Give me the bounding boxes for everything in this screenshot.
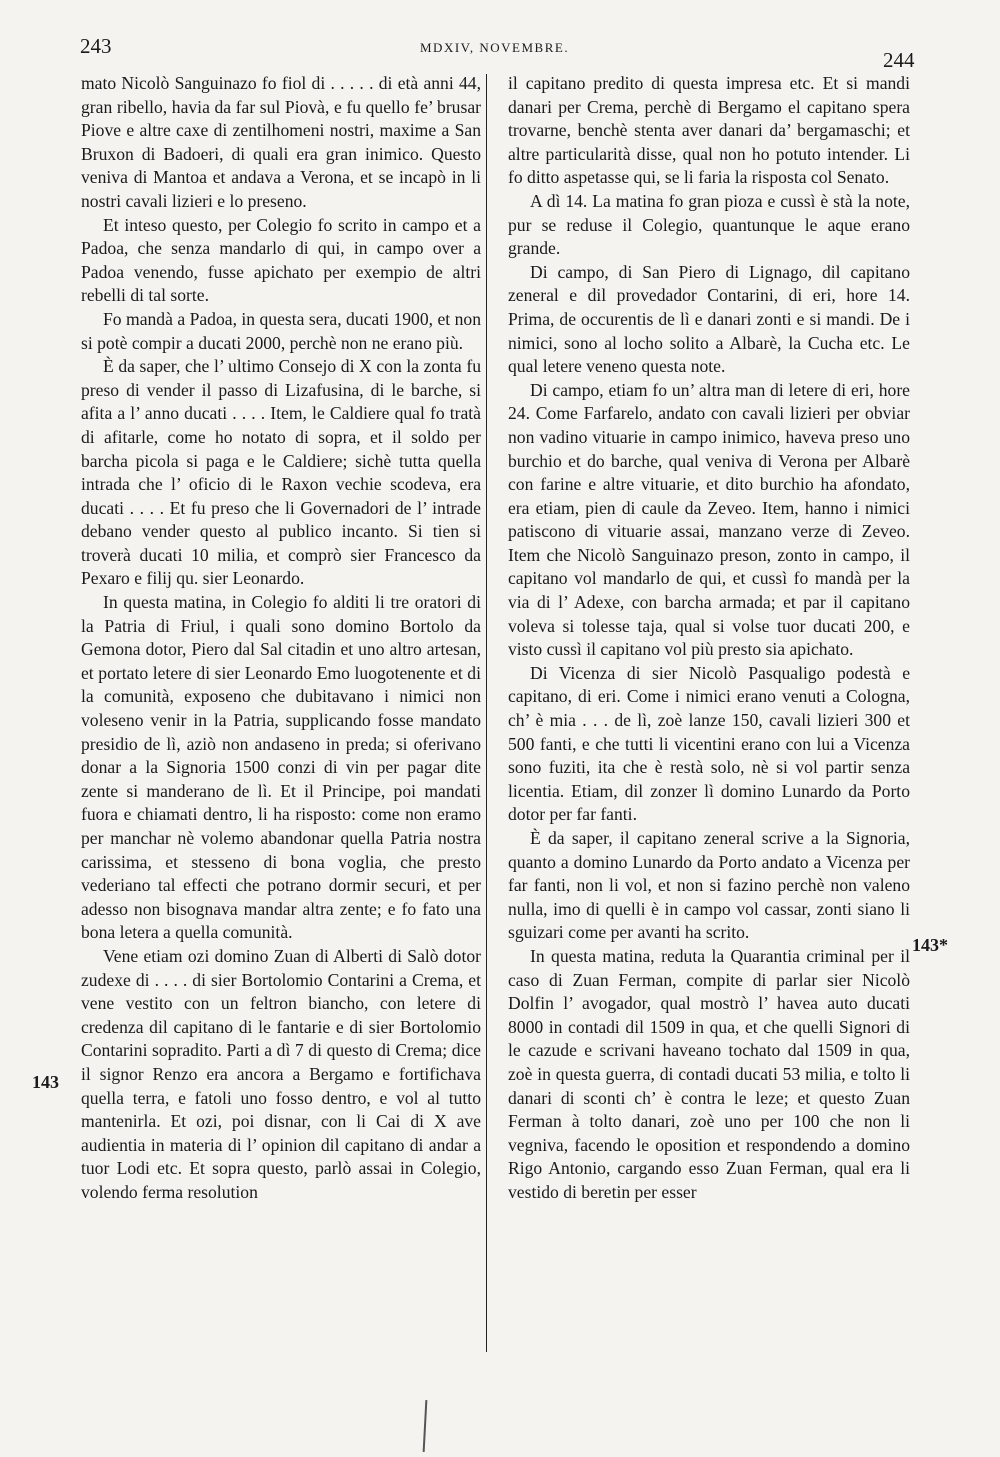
paragraph: A dì 14. La matina fo gran pioza e cussì è stà la note, pur se reduse il Colegio, quantunque le aque erano grande. — [508, 190, 910, 259]
left-column — [81, 72, 481, 1205]
column-divider — [486, 74, 487, 1352]
page-number-right: 244 — [883, 48, 915, 72]
paragraph: Vene etiam ozi domino Zuan di Alberti di Salò dotor zudexe di . . . . di sier Bortolomio Contarini a Crema, et vene vestito con un feltron biancho, con letere di credenza dil capitano di le fantarie e di sier Bortolomio Contarini sopradito. Parti a dì 7 di questo di Crema; dice il signor Renzo era ancora a Bergamo e fortifichava quella terra, e fatoli uno fosso dentro, e vol al tutto mantenirla. Et ozi, poi disnar, con li Cai di X ave audientia in materia di l’ opinion dil capitano di andar a tuor Lodi etc. Et sopra questo, parlò assai in Colegio, volendo ferma resolution — [81, 945, 481, 1202]
paragraph: È da saper, che l’ ultimo Consejo di X con la zonta fu preso di vender il passo di Lizafusina, di le barche, si afita a l’ anno ducati . . . . Item, le Caldiere qual fo tratà di afitarle, come ho notato di sopra, et il soldo per barcha picola si paga e le Caldiere; sichè tutta quella intrada che l’ oficio di le Raxon vechie scodeva, era ducati . . . . Et fu preso che li Governadori de l’ intrade debano vender questo al publico incanto. Si tien si troverà ducati 10 milia, et comprò sier Francesco da Pexaro e filij qu. sier Leonardo. — [81, 356, 481, 589]
paragraph: mato Nicolò Sanguinazo fo fiol di . . . . . di età anni 44, gran ribello, havia da far sul Piovà, e fu quello fe’ brusar Piove e altre caxe di zentilhomeni nostri, maxime a San Bruxon di Badoeri, di quali era gran inimico. Questo veniva di Mantoa et andava a Verona, et se incapò in li nostri cavali lizieri e lo preseno. — [81, 73, 481, 211]
paragraph: In questa matina, reduta la Quarantia criminal per il caso di Zuan Ferman, compite di parlar sier Nicolò Dolfin l’ avogador, qual mostrò l’ havea auto ducati 8000 in contadi dil 1509 in qua, et che quelli Signori di le cazude e scrivani haveano tochato dal 1509 in qua, zoè in questa guerra, di contadi ducati 53 milia, e tolto li danari di sconti ch’ è contra le leze; et questo Zuan Ferman à tolto danari, zoè uno per 100 che non li vegniva, facendo le oposition et respondendo a domino Rigo Antonio, cargando esso Zuan Ferman, qual era li vestido di beretin per esser — [508, 945, 910, 1202]
page-number-left: 243 — [80, 34, 112, 58]
running-head: MDXIV, NOVEMBRE. — [420, 40, 570, 55]
margin-note-right: 143* — [912, 935, 948, 955]
right-column — [508, 72, 910, 1205]
ink-mark — [423, 1400, 427, 1452]
paragraph: Di Vicenza di sier Nicolò Pasqualigo podestà e capitano, di eri. Come i nimici erano venuti a Cologna, ch’ è mia . . . de lì, zoè lanze 150, cavali lizieri 300 et 500 fanti, e che tutti li vicentini erano con lui a Vicenza sono fuziti, ita che è restà solo, nè si vol partir senza licentia. Etiam, dil zonzer lì domino Lunardo da Porto dotor per far fanti. — [508, 662, 910, 825]
paragraph: È da saper, il capitano zeneral scrive a la Signoria, quanto a domino Lunardo da Porto andato a Vicenza per far fanti, non li vol, et non si fazino perchè non valeno nulla, imo di quelli è in campo vol cassar, zonti siano li sguizari come per avanti ha scrito. — [508, 828, 910, 943]
paragraph: Di campo, etiam fo un’ altra man di letere di eri, hore 24. Come Farfarelo, andato con cavali lizieri per obviar non vadino vituarie in campo inimico, haveva preso uno burchio et do barche, qual veniva di Verona per Albarè con farine e altre vituarie, et dito burchio ha afondato, era etiam, pien di caule da Zeveo. Item, hanno i nimici patiscono di vituarie assai, manzano verze di Zeveo. Item che Nicolò Sanguinazo preson, zonto in campo, il capitano vol mandarlo de qui, et cussì fo mandà per la via di l’ Adexe, con barcha armada; et par il capitano voleva si tolesse taja, qual si volse tuor ducati 200, e visto cussì il capitano vol più presto sia apichato. — [508, 379, 910, 660]
paragraph: In questa matina, in Colegio fo alditi li tre oratori di la Patria di Friul, i quali sono domino Bortolo da Gemona dotor, Piero dal Sal citadin et uno altro artesan, et portato letere di sier Leonardo Emo luogotenente et di la comunità, exposeno che dubitavano i nimici non voleseno venir in la Patria, supplicando fosse mandato presidio de lì, aziò non andaseno in preda; si oferivano donar a la Signoria 1500 conzi di vin per pagar dite zente si manderano de lì. Et il Principe, poi mandati fuora e chiamati dentro, li ha risposto: come non eramo per manchar nè volemo abandonar quella Patria nostra carissima, et stesseno di bona voglia, che presto vederiano tal effecti che potrano dormir securi, et per adesso non bisognava mandar altra zente; e fo fato una bona letera a quella comunità. — [81, 592, 481, 943]
paragraph: Et inteso questo, per Colegio fo scrito in campo et a Padoa, che senza mandarlo di qui, in campo over a Padoa venendo, fusse apichato per exempio de altri rebelli di tal sorte. — [81, 214, 481, 306]
paragraph: Fo mandà a Padoa, in questa sera, ducati 1900, et non si potè compir a ducati 2000, perchè non ne erano più. — [81, 308, 481, 353]
paragraph: Di campo, di San Piero di Lignago, dil capitano zeneral e dil provedador Contarini, di eri, hore 14. Prima, de occurentis de lì e danari zonti e si mandi. De i nimici, sono al locho solito a Albarè, la Cucha etc. Le qual letere veneno questa note. — [508, 261, 910, 377]
margin-note-left: 143 — [32, 1072, 59, 1092]
paragraph: il capitano predito di questa impresa etc. Et si mandi danari per Crema, perchè di Bergamo el capitano spera trovarne, benchè stenta aver danari da’ bergamaschi; et altre particularità disse, qual non ho potuto intender. Li fo ditto aspetasse qui, se li faria la risposta col Senato. — [508, 73, 910, 188]
